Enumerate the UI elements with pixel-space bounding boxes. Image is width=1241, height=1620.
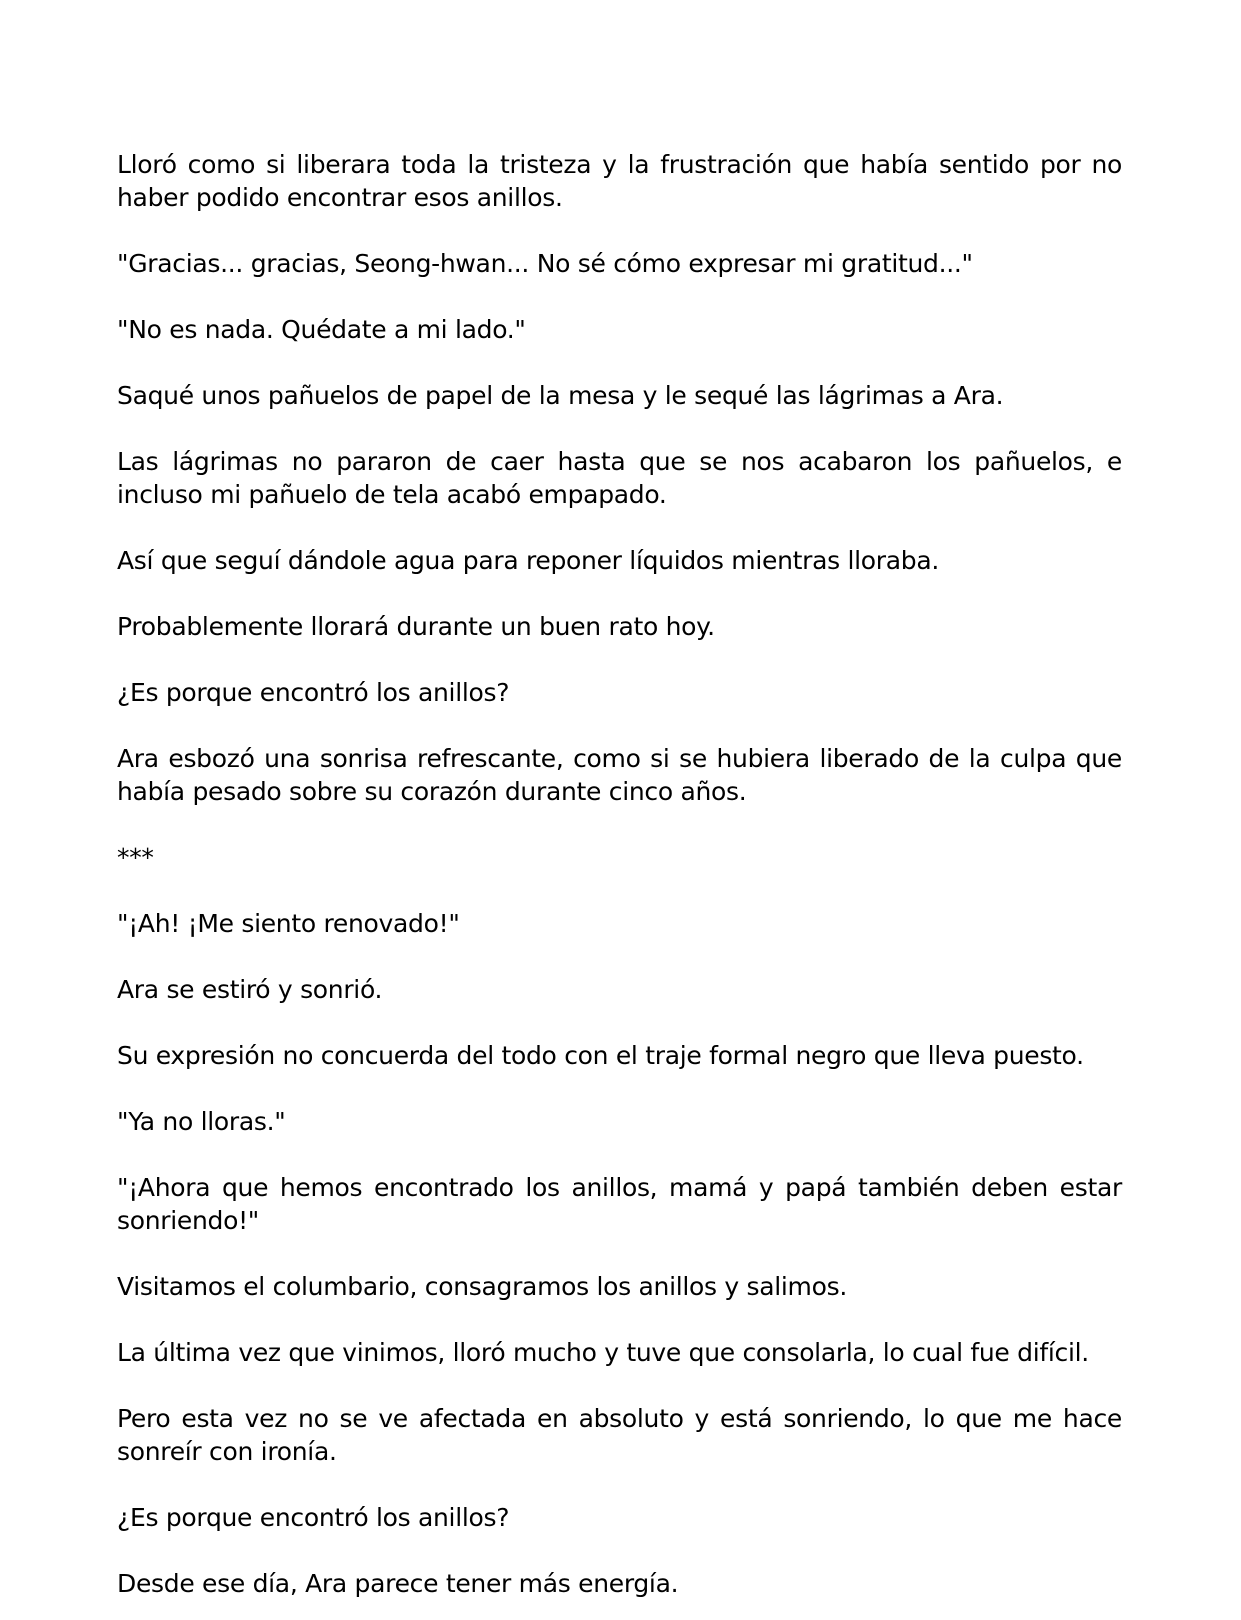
paragraph: "No es nada. Quédate a mi lado." bbox=[117, 315, 526, 344]
paragraph: Las lágrimas no pararon de caer hasta que se nos acabaron los pañuelos, e incluso mi pañuelo de tela acabó empapado. bbox=[117, 447, 1122, 509]
paragraph: ¿Es porque encontró los anillos? bbox=[117, 1503, 510, 1532]
paragraph: ¿Es porque encontró los anillos? bbox=[117, 678, 510, 707]
paragraph: "Ya no lloras." bbox=[117, 1107, 286, 1136]
paragraph: Saqué unos pañuelos de papel de la mesa y le sequé las lágrimas a Ara. bbox=[117, 381, 1004, 410]
paragraph: "¡Ahora que hemos encontrado los anillos, mamá y papá también deben estar sonriendo!" bbox=[117, 1173, 1122, 1235]
paragraph: Ara esbozó una sonrisa refrescante, como si se hubiera liberado de la culpa que había pesado sobre su corazón durante cinco años. bbox=[117, 744, 1122, 806]
paragraph: "Gracias... gracias, Seong-hwan... No sé cómo expresar mi gratitud..." bbox=[117, 249, 973, 278]
paragraph: Desde ese día, Ara parece tener más energía. bbox=[117, 1569, 679, 1598]
paragraph: Así que seguí dándole agua para reponer líquidos mientras lloraba. bbox=[117, 546, 940, 575]
paragraph: "¡Ah! ¡Me siento renovado!" bbox=[117, 909, 460, 938]
paragraph: Probablemente llorará durante un buen rato hoy. bbox=[117, 612, 715, 641]
paragraph: Visitamos el columbario, consagramos los anillos y salimos. bbox=[117, 1272, 847, 1301]
paragraph: Pero esta vez no se ve afectada en absoluto y está sonriendo, lo que me hace sonreír con ironía. bbox=[117, 1404, 1122, 1466]
document-body bbox=[117, 148, 1122, 1600]
paragraph: Su expresión no concuerda del todo con el traje formal negro que lleva puesto. bbox=[117, 1041, 1084, 1070]
paragraph: Ara se estiró y sonrió. bbox=[117, 975, 383, 1004]
scene-break: *** bbox=[117, 843, 154, 872]
paragraph: Lloró como si liberara toda la tristeza y la frustración que había sentido por no haber podido encontrar esos anillos. bbox=[117, 150, 1122, 212]
paragraph: La última vez que vinimos, lloró mucho y tuve que consolarla, lo cual fue difícil. bbox=[117, 1338, 1089, 1367]
